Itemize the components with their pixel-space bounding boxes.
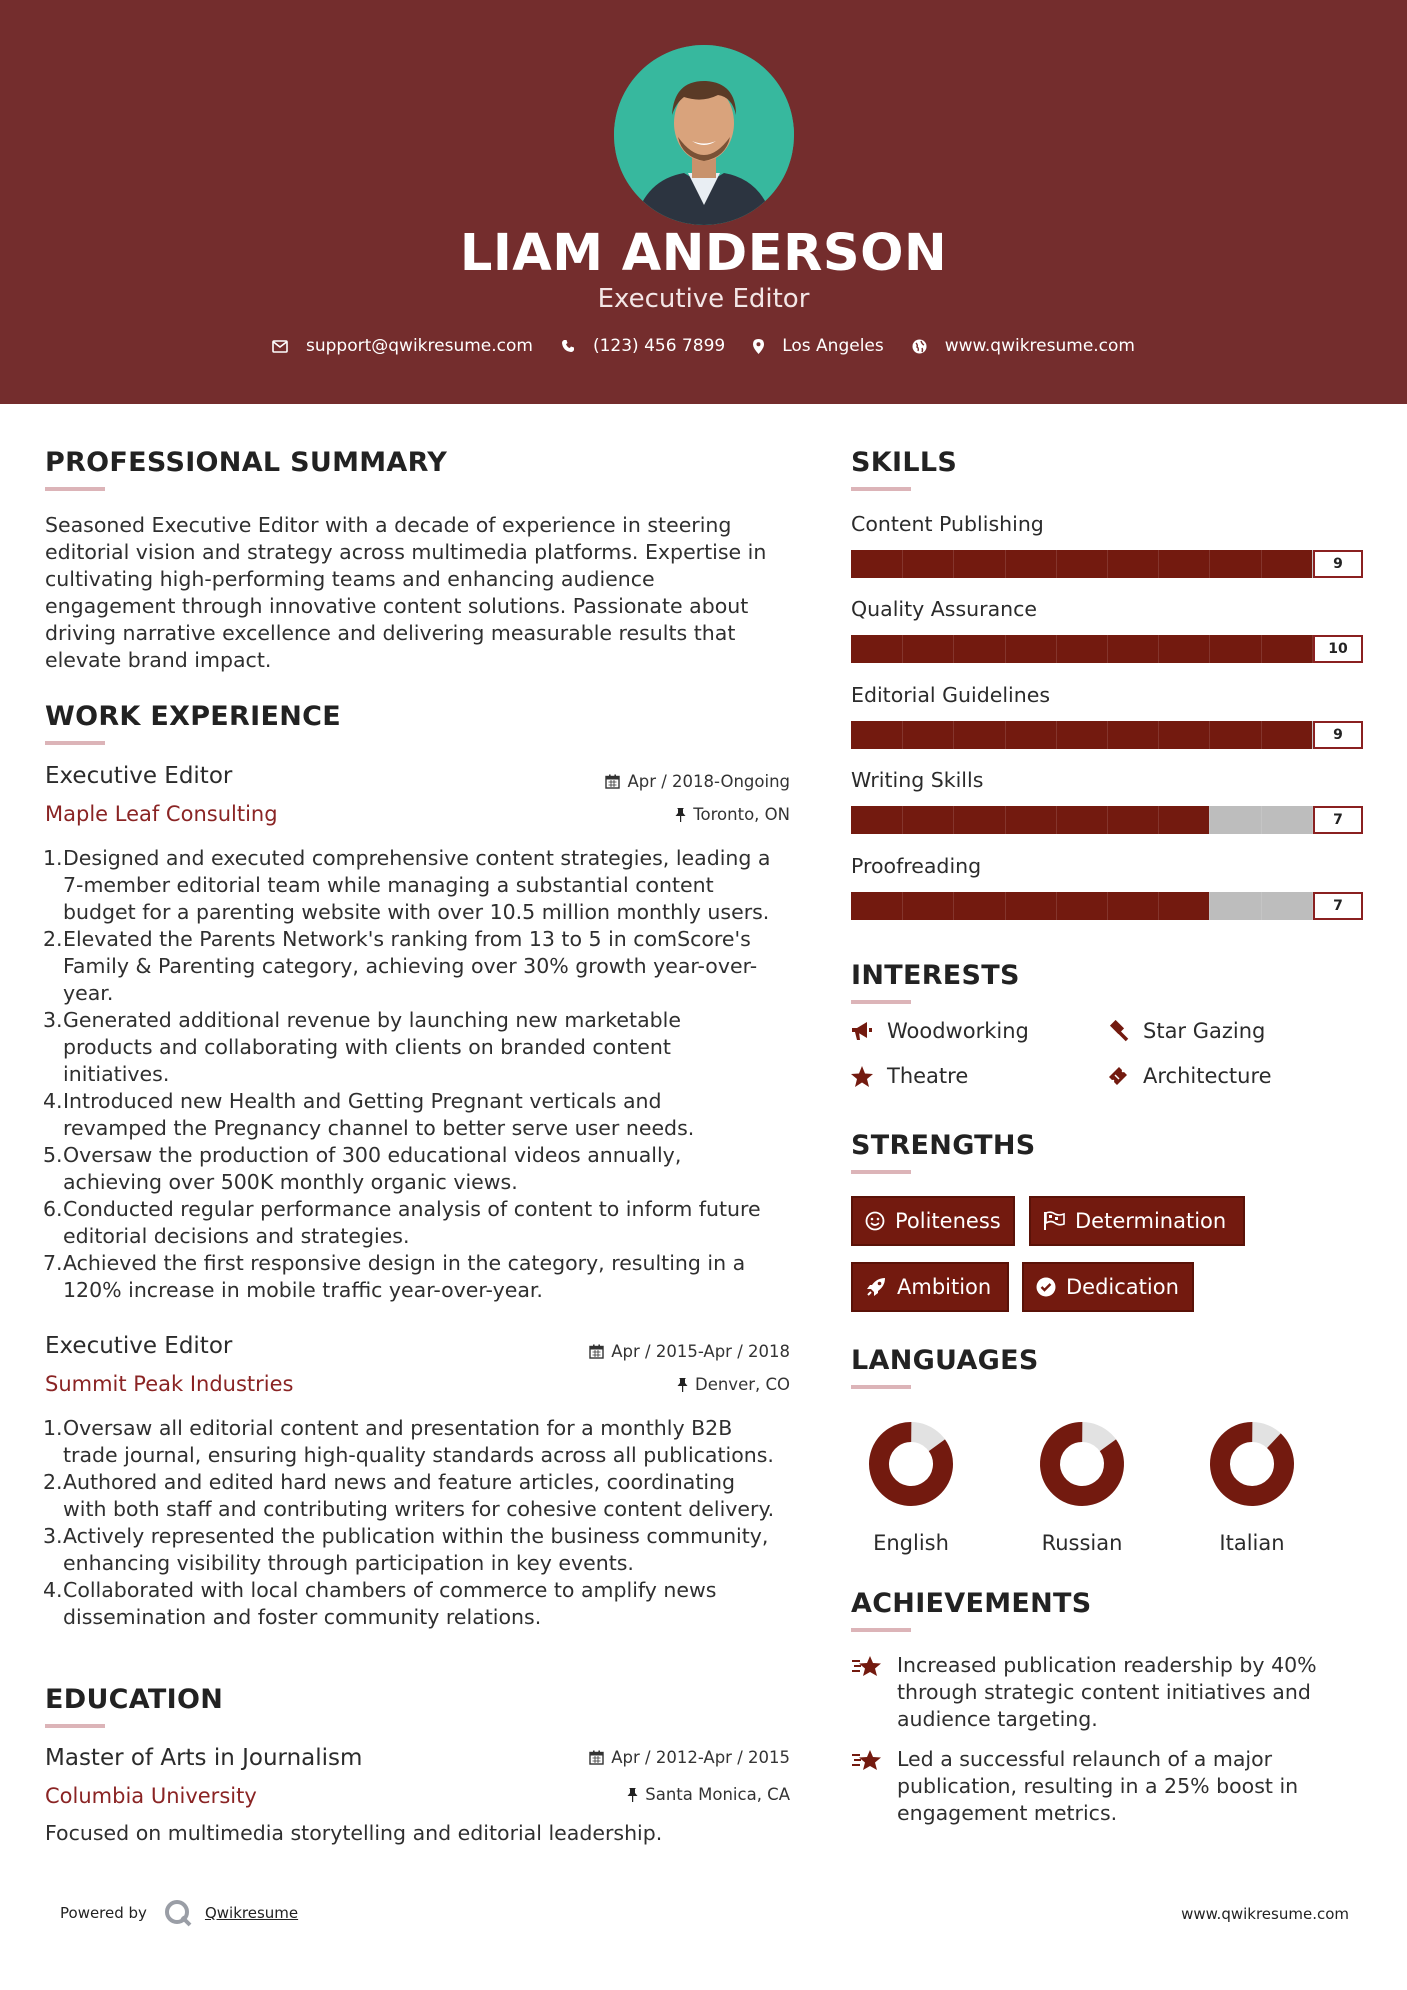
skill-bar-segment [1056, 892, 1057, 920]
skill-bar-segment [1107, 806, 1108, 834]
company-name: Summit Peak Industries [45, 1372, 294, 1396]
skill-score: 7 [1313, 892, 1363, 920]
list-item: 6 . Conducted regular performance analysis of content to inform future editorial decisions and strategies. [45, 1196, 805, 1250]
list-item: 1 . Designed and executed comprehensive content strategies, leading a 7-member editorial team while managing a substantial content budget for a parenting website with over 10.5 million monthly users. [45, 845, 805, 926]
skill-score: 9 [1313, 550, 1363, 578]
contact-location [753, 336, 884, 356]
resume-header [0, 0, 1407, 404]
skill-bar-segment [1005, 550, 1006, 578]
job-dates-text: Apr / 2018-Ongoing [627, 772, 790, 791]
contact-email-text: support@qwikresume.com [306, 336, 533, 356]
job-dates [540, 772, 790, 791]
skill-bar-segment [1261, 892, 1262, 920]
interest-item [851, 1064, 968, 1088]
strength-badge [1029, 1196, 1245, 1246]
list-item: 2 . Elevated the Parents Network's ranking from 13 to 5 in comScore's Family & Parenting category, achieving over 30% growth year-over- year. [45, 926, 805, 1007]
education-heading: EDUCATION [45, 1684, 224, 1715]
skill-bar-segment [1005, 721, 1006, 749]
list-item: 3 . Generated additional revenue by launching new marketable products and collaborating with clients on branded content initiatives. [45, 1007, 805, 1088]
skill-bar-segment [1261, 721, 1262, 749]
summary-text [45, 512, 805, 674]
profile-photo [614, 45, 794, 225]
skill-bar-segment [1107, 550, 1108, 578]
skill-bar-segment [1261, 635, 1262, 663]
language-name: Russian [1041, 1531, 1123, 1555]
skill-bar-segment [1056, 550, 1057, 578]
skill-bar-segment [1005, 635, 1006, 663]
achievement-item [851, 1746, 1337, 1827]
skill-bar-segment [953, 892, 954, 920]
skill-bar-segment [1158, 635, 1159, 663]
contact-location-text: Los Angeles [782, 336, 884, 356]
language-item [846, 1419, 976, 1555]
shooting-star-icon [851, 1748, 883, 1774]
job-location [540, 805, 790, 824]
skill-name: Content Publishing [851, 512, 1044, 536]
contact-website-text: www.qwikresume.com [944, 336, 1135, 356]
summary-heading: PROFESSIONAL SUMMARY [45, 447, 448, 478]
skill-bar-segment [1209, 892, 1210, 920]
job-title: Executive Editor [45, 1333, 233, 1359]
strength-badge [1022, 1262, 1194, 1312]
check-circle-icon [1036, 1277, 1056, 1297]
skill-bar-segment [1056, 635, 1057, 663]
skills-divider [851, 487, 911, 491]
qwikresume-link[interactable]: Qwikresume [204, 1904, 299, 1922]
contact-phone[interactable] [561, 336, 725, 356]
summary-line: driving narrative excellence and delivering measurable results that [45, 621, 736, 645]
skill-bar-segment [1158, 806, 1159, 834]
megaphone-icon [851, 1021, 873, 1041]
skill-bar-segment [1005, 892, 1006, 920]
summary-line: Seasoned Executive Editor with a decade of experience in steering [45, 513, 732, 537]
language-name: Italian [1219, 1531, 1285, 1555]
skill-bar-segment [1107, 635, 1108, 663]
achievement-text: Led a successful relaunch of a major publication, resulting in a 25% boost in engagement metrics. [897, 1747, 1299, 1825]
skill-bar [851, 721, 1363, 749]
skill-bar-segment [902, 721, 903, 749]
languages-divider [851, 1385, 911, 1389]
achievement-item [851, 1652, 1337, 1733]
strength-label: Determination [1075, 1209, 1227, 1233]
skill-bar-segment [1158, 892, 1159, 920]
skill-bar-segment [1209, 550, 1210, 578]
list-item: 5 . Oversaw the production of 300 educational videos annually, achieving over 500K monthly organic views. [45, 1142, 805, 1196]
skill-bar-segment [953, 721, 954, 749]
contact-bar [0, 336, 1407, 356]
interest-item [851, 1019, 1029, 1043]
strength-badge [851, 1196, 1015, 1246]
skill-name: Quality Assurance [851, 597, 1038, 621]
skill-score: 10 [1313, 635, 1363, 663]
education-description: Focused on multimedia storytelling and editorial leadership. [45, 1821, 663, 1845]
skill-name: Editorial Guidelines [851, 683, 1051, 707]
powered-by-label: Powered by [60, 1904, 147, 1922]
summary-line: editorial vision and strategy across multimedia platforms. Expertise in [45, 540, 767, 564]
education-dates-text: Apr / 2012-Apr / 2015 [611, 1748, 790, 1767]
summary-divider [45, 487, 105, 491]
contact-phone-text: (123) 456 7899 [592, 336, 726, 356]
footer-powered-by [60, 1898, 298, 1928]
job-responsibilities [45, 1415, 805, 1631]
interest-item [1107, 1064, 1272, 1088]
skill-bar-segment [1107, 892, 1108, 920]
skill-bar-segment [1209, 806, 1210, 834]
language-item [1017, 1419, 1147, 1555]
strength-label: Ambition [897, 1275, 992, 1299]
achievements-heading: ACHIEVEMENTS [851, 1588, 1092, 1619]
globe-icon [912, 339, 927, 354]
skill-name: Proofreading [851, 854, 982, 878]
education-dates [540, 1748, 790, 1767]
candidate-role: Executive Editor [597, 284, 810, 314]
skill-bar-segment [1209, 721, 1210, 749]
envelope-icon [272, 340, 288, 353]
skill-bar-segment [953, 635, 954, 663]
pushpin-icon [677, 1377, 688, 1392]
skill-bar-segment [1209, 635, 1210, 663]
summary-line: cultivating high-performing teams and enhancing audience [45, 567, 655, 591]
pushpin-icon [627, 1787, 638, 1802]
skill-bar-segment [1261, 550, 1262, 578]
job-location-text: Toronto, ON [693, 805, 790, 824]
contact-email[interactable] [272, 336, 533, 356]
summary-line: elevate brand impact. [45, 648, 272, 672]
list-item: 3 . Actively represented the publication within the business community, enhancing visibility through participation in key events. [45, 1523, 805, 1577]
skill-bar-segment [1005, 806, 1006, 834]
skill-bar-segment [953, 806, 954, 834]
job-dates-text: Apr / 2015-Apr / 2018 [611, 1342, 790, 1361]
rocket-icon [865, 1276, 887, 1298]
school-name: Columbia University [45, 1784, 257, 1808]
calendar-icon [589, 1750, 604, 1765]
skill-bar-fill [851, 550, 1312, 578]
language-donut [1037, 1419, 1127, 1509]
map-pin-icon [753, 339, 764, 354]
skill-bar-segment [1261, 806, 1262, 834]
calendar-icon [605, 774, 620, 789]
interest-label: Woodworking [887, 1019, 1029, 1043]
skill-bar [851, 806, 1363, 834]
flag-icon [1043, 1211, 1065, 1231]
gavel-icon [1107, 1020, 1129, 1042]
skill-bar-segment [902, 550, 903, 578]
list-item: 4 . Introduced new Health and Getting Pregnant verticals and revamped the Pregnancy channel to better serve user needs. [45, 1088, 805, 1142]
strength-label: Politeness [895, 1209, 1001, 1233]
skill-bar-segment [1158, 550, 1159, 578]
skill-score: 7 [1313, 806, 1363, 834]
skill-bar-segment [1056, 806, 1057, 834]
calendar-icon [589, 1344, 604, 1359]
list-item: 1 . Oversaw all editorial content and presentation for a monthly B2B trade journal, ensuring high-quality standards across all publications. [45, 1415, 805, 1469]
interest-label: Architecture [1143, 1064, 1272, 1088]
qwikresume-logo-icon [163, 1898, 193, 1928]
contact-website[interactable] [912, 336, 1135, 356]
interests-divider [851, 1000, 911, 1004]
job-dates [540, 1342, 790, 1361]
skill-name: Writing Skills [851, 768, 984, 792]
candidate-name: LIAM ANDERSON [459, 224, 948, 283]
language-item [1187, 1419, 1317, 1555]
shooting-star-icon [851, 1654, 883, 1680]
experience-heading: WORK EXPERIENCE [45, 701, 341, 732]
skills-heading: SKILLS [851, 447, 958, 478]
skill-bar [851, 892, 1363, 920]
skill-bar-fill [851, 892, 1209, 920]
summary-line: engagement through innovative content solutions. Passionate about [45, 594, 749, 618]
star-icon [851, 1066, 873, 1087]
language-name: English [873, 1531, 949, 1555]
interests-heading: INTERESTS [851, 960, 1020, 991]
languages-heading: LANGUAGES [851, 1345, 1039, 1376]
skill-bar-fill [851, 721, 1312, 749]
phone-icon [561, 339, 575, 353]
education-divider [45, 1724, 105, 1728]
skill-bar-segment [1158, 721, 1159, 749]
strengths-divider [851, 1170, 911, 1174]
interest-label: Star Gazing [1143, 1019, 1266, 1043]
skill-bar-segment [902, 635, 903, 663]
skill-bar [851, 550, 1363, 578]
skill-bar-fill [851, 806, 1209, 834]
skill-score: 9 [1313, 721, 1363, 749]
interest-label: Theatre [887, 1064, 969, 1088]
skill-bar-segment [902, 892, 903, 920]
strength-label: Dedication [1066, 1275, 1179, 1299]
skill-bar-segment [902, 806, 903, 834]
job-location [540, 1375, 790, 1394]
strengths-heading: STRENGTHS [851, 1130, 1036, 1161]
list-item: 4 . Collaborated with local chambers of commerce to amplify news dissemination and foster community relations. [45, 1577, 805, 1631]
education-location [540, 1785, 790, 1804]
experience-divider [45, 741, 105, 745]
smile-icon [865, 1211, 885, 1231]
skill-bar-segment [953, 550, 954, 578]
education-location-text: Santa Monica, CA [645, 1785, 790, 1804]
ticket-icon [1107, 1065, 1129, 1087]
interest-item [1107, 1019, 1265, 1043]
language-donut [1207, 1419, 1297, 1509]
skill-bar [851, 635, 1363, 663]
list-item: 7 . Achieved the first responsive design in the category, resulting in a 120% increase in mobile traffic year-over-year. [45, 1250, 805, 1304]
achievement-text: Increased publication readership by 40% through strategic content initiatives and audience targeting. [897, 1653, 1317, 1731]
job-title: Executive Editor [45, 763, 233, 789]
degree-title: Master of Arts in Journalism [45, 1745, 363, 1771]
job-location-text: Denver, CO [694, 1375, 790, 1394]
job-responsibilities [45, 845, 805, 1304]
list-item: 2 . Authored and edited hard news and feature articles, coordinating with both staff and contributing writers for cohesive content delivery. [45, 1469, 805, 1523]
person-avatar-icon [614, 45, 794, 225]
skill-bar-segment [1107, 721, 1108, 749]
skill-bar-segment [1056, 721, 1057, 749]
language-donut [866, 1419, 956, 1509]
footer-website[interactable]: www.qwikresume.com [1181, 1905, 1349, 1923]
pushpin-icon [675, 807, 686, 822]
company-name: Maple Leaf Consulting [45, 802, 278, 826]
achievements-divider [851, 1628, 911, 1632]
strength-badge [851, 1262, 1009, 1312]
